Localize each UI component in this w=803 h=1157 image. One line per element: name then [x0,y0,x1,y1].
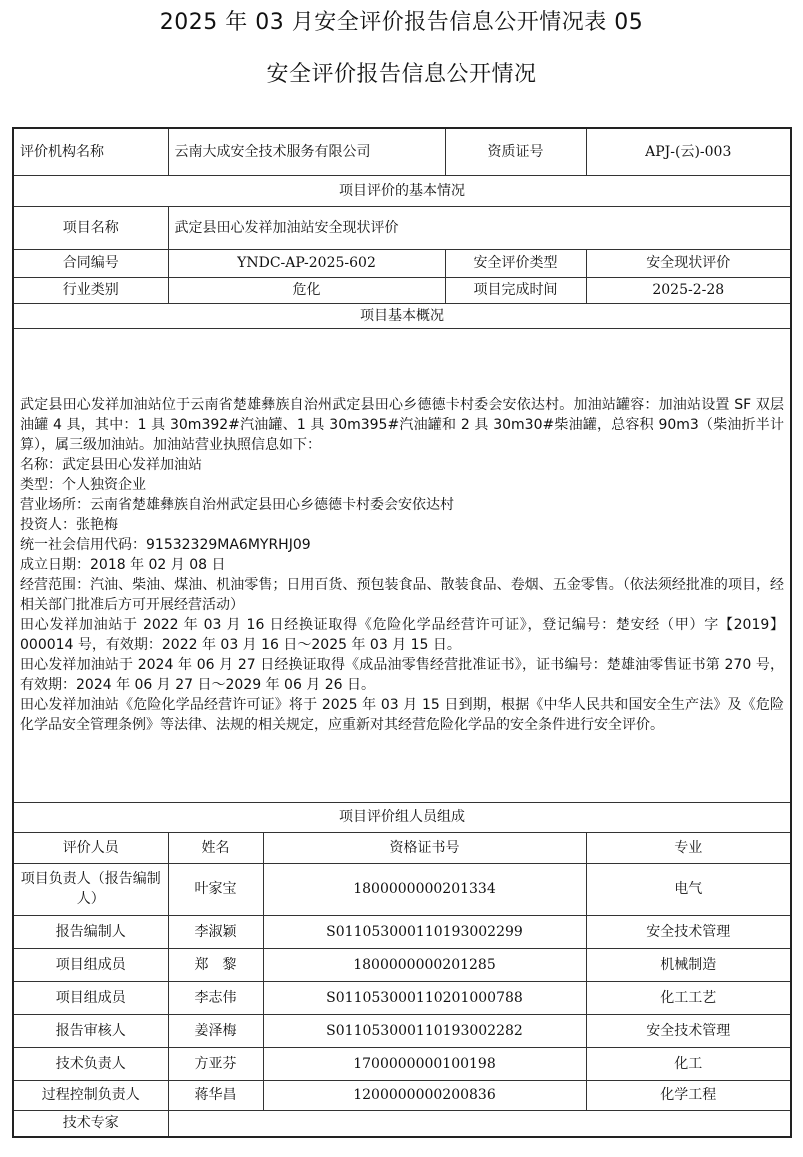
completion-value: 2025-2-28 [586,277,791,303]
team-header-cert: 资格证书号 [263,832,586,863]
overview-paragraph: 名称：武定县田心发祥加油站 [20,457,202,473]
team-role: 技术负责人 [13,1047,168,1080]
overview-paragraph: 统一社会信用代码：91532329MA6MYRHJ09 [20,537,311,553]
team-cert: 1800000000201334 [263,863,586,915]
contract-value: YNDC-AP-2025-602 [168,249,445,277]
eval-type-value: 安全现状评价 [586,249,791,277]
team-header-row [13,832,791,863]
page-subtitle: 安全评价报告信息公开情况 [266,62,537,87]
team-cert: 1200000000200836 [263,1080,586,1110]
team-role: 报告编制人 [13,915,168,948]
contract-label: 合同编号 [13,249,168,277]
overview-paragraph: 经营范围：汽油、柴油、煤油、机油零售；日用百货、预包装食品、散装食品、卷烟、五金零售。（依法须经批准的项目，经相关部门批准后方可开展经营活动） [20,577,784,613]
section-team-title: 项目评价组人员组成 [13,802,791,832]
team-major: 机械制造 [586,948,791,981]
industry-label: 行业类别 [13,277,168,303]
team-name: 郑 黎 [168,948,263,981]
overview-paragraph: 成立日期：2018 年 02 月 08 日 [20,557,226,573]
team-major: 化工 [586,1047,791,1080]
overview-paragraph: 田心发祥加油站《危险化学品经营许可证》将于 2025 年 03 月 15 日到期，根据《中华人民共和国安全生产法》及《危险化学品安全管理条例》等法律、法规的相关规定，应重新对其经营危险化学品的安全条件进行安全评价。 [20,697,784,733]
overview-text [13,328,791,802]
section-overview-title: 项目基本概况 [13,303,791,328]
overview-paragraph: 营业场所：云南省楚雄彝族自治州武定县田心乡德德卡村委会安依达村 [20,497,454,513]
org-row [13,128,791,175]
team-row [13,1080,791,1110]
section-basic-title: 项目评价的基本情况 [13,175,791,206]
team-row [13,863,791,915]
team-major: 化学工程 [586,1080,791,1110]
team-name: 方亚芬 [168,1047,263,1080]
overview-paragraph: 田心发祥加油站于 2024 年 06 月 27 日经换证取得《成品油零售经营批准证书》，证书编号：楚雄油零售证书第 270 号，有效期：2024 年 06 月 27 日～2029 年 06 月 26 日。 [20,657,784,693]
team-row [13,1047,791,1080]
overview-paragraph: 田心发祥加油站于 2022 年 03 月 16 日经换证取得《危险化学品经营许可证》，登记编号：楚安经（甲）字【2019】000014 号，有效期：2022 年 03 月 16 日～2025 年 03 月 15 日。 [20,617,784,653]
team-cert: 1700000000100198 [263,1047,586,1080]
team-major: 电气 [586,863,791,915]
team-header-name: 姓名 [168,832,263,863]
team-expert-value [168,1110,791,1137]
team-role: 项目组成员 [13,981,168,1014]
team-role: 项目组成员 [13,948,168,981]
team-row [13,1110,791,1137]
team-row [13,948,791,981]
eval-type-label: 安全评价类型 [445,249,586,277]
cert-value: APJ-(云)-003 [586,128,791,175]
team-row [13,1014,791,1047]
team-name: 姜泽梅 [168,1014,263,1047]
team-major: 化工工艺 [586,981,791,1014]
project-name-value: 武定县田心发祥加油站安全现状评价 [168,206,791,249]
team-role: 项目负责人（报告编制人） [13,863,168,915]
industry-value: 危化 [168,277,445,303]
overview-paragraph: 投资人：张艳梅 [20,517,118,533]
page-title: 2025 年 03 月安全评价报告信息公开情况表 05 [159,10,644,35]
team-header-role: 评价人员 [13,832,168,863]
team-row [13,981,791,1014]
team-role: 报告审核人 [13,1014,168,1047]
team-cert: S011053000110201000788 [263,981,586,1014]
industry-row [13,277,791,303]
contract-row [13,249,791,277]
team-cert: S011053000110193002282 [263,1014,586,1047]
team-header-major: 专业 [586,832,791,863]
overview-paragraph: 武定县田心发祥加油站位于云南省楚雄彝族自治州武定县田心乡德德卡村委会安依达村。加油站罐容：加油站设置 SF 双层油罐 4 具，其中：1 具 30m392#汽油罐、1 具 30m395#汽油罐和 2 具 30m30#柴油罐，总容积 90m3（柴油折半计算），属三级加油站。加油站营业执照信息如下： [20,397,784,453]
project-name-row [13,206,791,249]
team-row [13,915,791,948]
completion-label: 项目完成时间 [445,277,586,303]
team-name: 李志伟 [168,981,263,1014]
team-name: 蒋华昌 [168,1080,263,1110]
org-label: 评价机构名称 [13,128,168,175]
team-role: 过程控制负责人 [13,1080,168,1110]
team-cert: S011053000110193002299 [263,915,586,948]
disclosure-table [12,127,792,1138]
cert-label: 资质证号 [445,128,586,175]
team-name: 李淑颖 [168,915,263,948]
project-name-label: 项目名称 [13,206,168,249]
team-cert: 1800000000201285 [263,948,586,981]
overview-paragraph: 类型：个人独资企业 [20,477,146,493]
team-name: 叶家宝 [168,863,263,915]
team-major: 安全技术管理 [586,915,791,948]
org-value: 云南大成安全技术服务有限公司 [168,128,445,175]
team-role: 技术专家 [13,1110,168,1137]
team-major: 安全技术管理 [586,1014,791,1047]
